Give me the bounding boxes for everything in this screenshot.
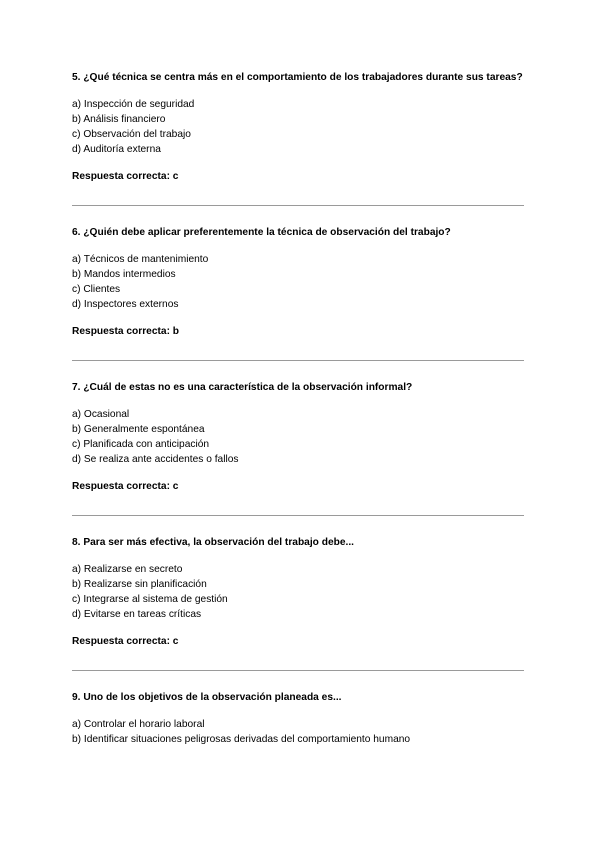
question-7: [72, 380, 524, 494]
options-list: [72, 717, 524, 747]
divider: [72, 515, 524, 516]
question-title: 8. Para ser más efectiva, la observación del trabajo debe...: [72, 537, 354, 548]
divider: [72, 205, 524, 206]
option-c: c) Clientes: [72, 284, 121, 295]
option-d: d) Se realiza ante accidentes o fallos: [72, 454, 239, 465]
divider: [72, 360, 524, 361]
question-5: [72, 70, 524, 184]
option-c: c) Observación del trabajo: [72, 129, 191, 140]
correct-answer: Respuesta correcta: b: [72, 326, 180, 337]
correct-answer: Respuesta correcta: c: [72, 636, 179, 647]
option-d: d) Inspectores externos: [72, 299, 179, 310]
option-b: b) Análisis financiero: [72, 114, 166, 125]
option-a: a) Controlar el horario laboral: [72, 719, 205, 730]
option-a: a) Técnicos de mantenimiento: [72, 254, 209, 265]
question-title: 6. ¿Quién debe aplicar preferentemente la técnica de observación del trabajo?: [72, 227, 451, 238]
options-list: [72, 407, 524, 467]
option-b: b) Mandos intermedios: [72, 269, 176, 280]
question-9: [72, 690, 524, 747]
option-d: d) Evitarse en tareas críticas: [72, 609, 202, 620]
option-b: b) Realizarse sin planificación: [72, 579, 207, 590]
option-a: a) Ocasional: [72, 409, 130, 420]
option-a: a) Realizarse en secreto: [72, 564, 183, 575]
option-b: b) Generalmente espontánea: [72, 424, 205, 435]
option-c: c) Planificada con anticipación: [72, 439, 210, 450]
correct-answer: Respuesta correcta: c: [72, 481, 179, 492]
option-d: d) Auditoría externa: [72, 144, 161, 155]
question-8: [72, 535, 524, 649]
question-title: 5. ¿Qué técnica se centra más en el comportamiento de los trabajadores durante sus tareas?: [72, 72, 523, 83]
options-list: [72, 97, 524, 157]
question-title: 9. Uno de los objetivos de la observación planeada es...: [72, 692, 342, 703]
document-page: [72, 70, 524, 747]
options-list: [72, 562, 524, 622]
question-6: [72, 225, 524, 339]
option-b: b) Identificar situaciones peligrosas derivadas del comportamiento humano: [72, 734, 411, 745]
option-c: c) Integrarse al sistema de gestión: [72, 594, 228, 605]
options-list: [72, 252, 524, 312]
divider: [72, 670, 524, 671]
correct-answer: Respuesta correcta: c: [72, 171, 179, 182]
question-title: 7. ¿Cuál de estas no es una característica de la observación informal?: [72, 382, 413, 393]
option-a: a) Inspección de seguridad: [72, 99, 195, 110]
